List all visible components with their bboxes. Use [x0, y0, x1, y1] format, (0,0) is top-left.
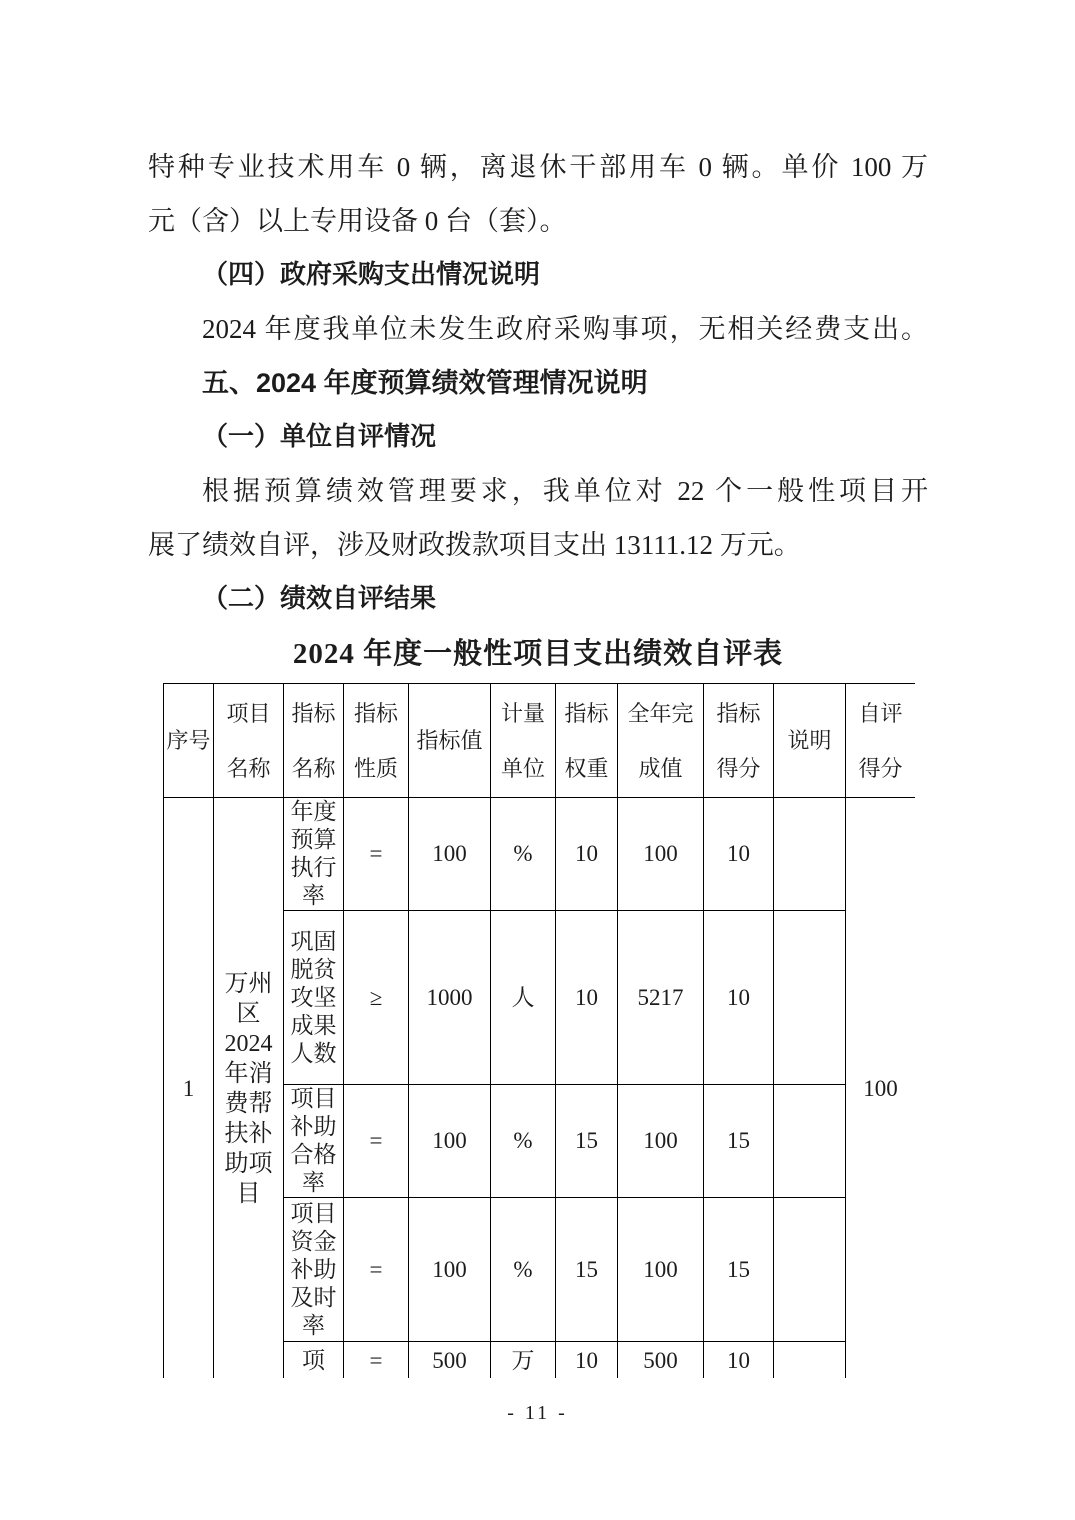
unit-cell: %	[491, 798, 556, 911]
col-header-indicator-target: 指标值	[409, 684, 491, 798]
unit-cell: %	[491, 1198, 556, 1342]
indicator-target-cell: 100	[409, 1085, 491, 1198]
indicator-score-cell: 10	[704, 1342, 774, 1379]
col-header-seq: 序号	[164, 684, 214, 798]
indicator-nature-cell: =	[344, 1198, 409, 1342]
indicator-nature-cell: ≥	[344, 911, 409, 1085]
table-row	[164, 798, 916, 911]
indicator-name-cell: 项	[284, 1342, 344, 1379]
weight-cell: 15	[556, 1198, 618, 1342]
actual-value-cell: 100	[618, 1198, 704, 1342]
body-line: 根据预算绩效管理要求，我单位对 22 个一般性项目开	[202, 476, 928, 506]
weight-cell: 10	[556, 911, 618, 1085]
indicator-score-cell: 15	[704, 1085, 774, 1198]
actual-value-cell: 5217	[618, 911, 704, 1085]
indicator-name-cell: 巩固脱贫攻坚成果人数	[284, 911, 344, 1085]
indicator-nature-cell: =	[344, 798, 409, 911]
indicator-name-cell: 项目补助合格率	[284, 1085, 344, 1198]
body-line: 特种专业技术用车 0 辆，离退休干部用车 0 辆。单价 100 万	[148, 152, 928, 182]
indicator-target-cell: 1000	[409, 911, 491, 1085]
indicator-nature-cell: =	[344, 1342, 409, 1379]
weight-cell: 10	[556, 1342, 618, 1379]
indicator-score-cell: 10	[704, 798, 774, 911]
weight-cell: 15	[556, 1085, 618, 1198]
self-eval-table-wrap	[163, 683, 915, 1378]
unit-cell: 万	[491, 1342, 556, 1379]
indicator-target-cell: 100	[409, 798, 491, 911]
body-line: 2024 年度我单位未发生政府采购事项，无相关经费支出。	[202, 314, 928, 344]
indicator-name-cell: 年度预算执行率	[284, 798, 344, 911]
indicator-target-cell: 100	[409, 1198, 491, 1342]
weight-cell: 10	[556, 798, 618, 911]
col-header-project-name: 项目名称	[214, 684, 284, 798]
actual-value-cell: 500	[618, 1342, 704, 1379]
indicator-nature-cell: =	[344, 1085, 409, 1198]
col-header-actual-value: 全年完成值	[618, 684, 704, 798]
page-number: - 11 -	[507, 1402, 568, 1424]
section-heading-performance: 五、2024 年度预算绩效管理情况说明	[202, 368, 648, 398]
project-name-cell: 万州区2024年消费帮扶补助项目	[214, 798, 284, 1379]
actual-value-cell: 100	[618, 1085, 704, 1198]
actual-value-cell: 100	[618, 798, 704, 911]
col-header-note: 说明	[774, 684, 846, 798]
col-header-indicator-score: 指标得分	[704, 684, 774, 798]
subsection-heading-self-eval-result: （二）绩效自评结果	[202, 584, 437, 613]
col-header-indicator-name: 指标名称	[284, 684, 344, 798]
indicator-score-cell: 15	[704, 1198, 774, 1342]
note-cell	[774, 911, 846, 1085]
col-header-unit: 计量单位	[491, 684, 556, 798]
indicator-name-cell: 项目资金补助及时率	[284, 1198, 344, 1342]
unit-cell: %	[491, 1085, 556, 1198]
col-header-self-score: 自评得分	[846, 684, 916, 798]
table-header-row	[164, 684, 916, 798]
indicator-score-cell: 10	[704, 911, 774, 1085]
body-text-block	[148, 140, 928, 683]
body-line: 展了绩效自评，涉及财政拨款项目支出 13111.12 万元。	[148, 530, 801, 560]
note-cell	[774, 1342, 846, 1379]
project-seq-cell: 1	[164, 798, 214, 1379]
note-cell	[774, 1085, 846, 1198]
self-eval-table	[163, 683, 915, 1378]
table-title: 2024 年度一般性项目支出绩效自评表	[292, 638, 784, 670]
note-cell	[774, 1198, 846, 1342]
indicator-target-cell: 500	[409, 1342, 491, 1379]
note-cell	[774, 798, 846, 911]
col-header-weight: 指标权重	[556, 684, 618, 798]
body-line: 元（含）以上专用设备 0 台（套）。	[148, 206, 567, 236]
self-score-cell: 100	[846, 798, 916, 1379]
unit-cell: 人	[491, 911, 556, 1085]
col-header-indicator-nature: 指标性质	[344, 684, 409, 798]
section-heading-procurement: （四）政府采购支出情况说明	[202, 260, 541, 289]
subsection-heading-self-eval: （一）单位自评情况	[202, 422, 437, 451]
